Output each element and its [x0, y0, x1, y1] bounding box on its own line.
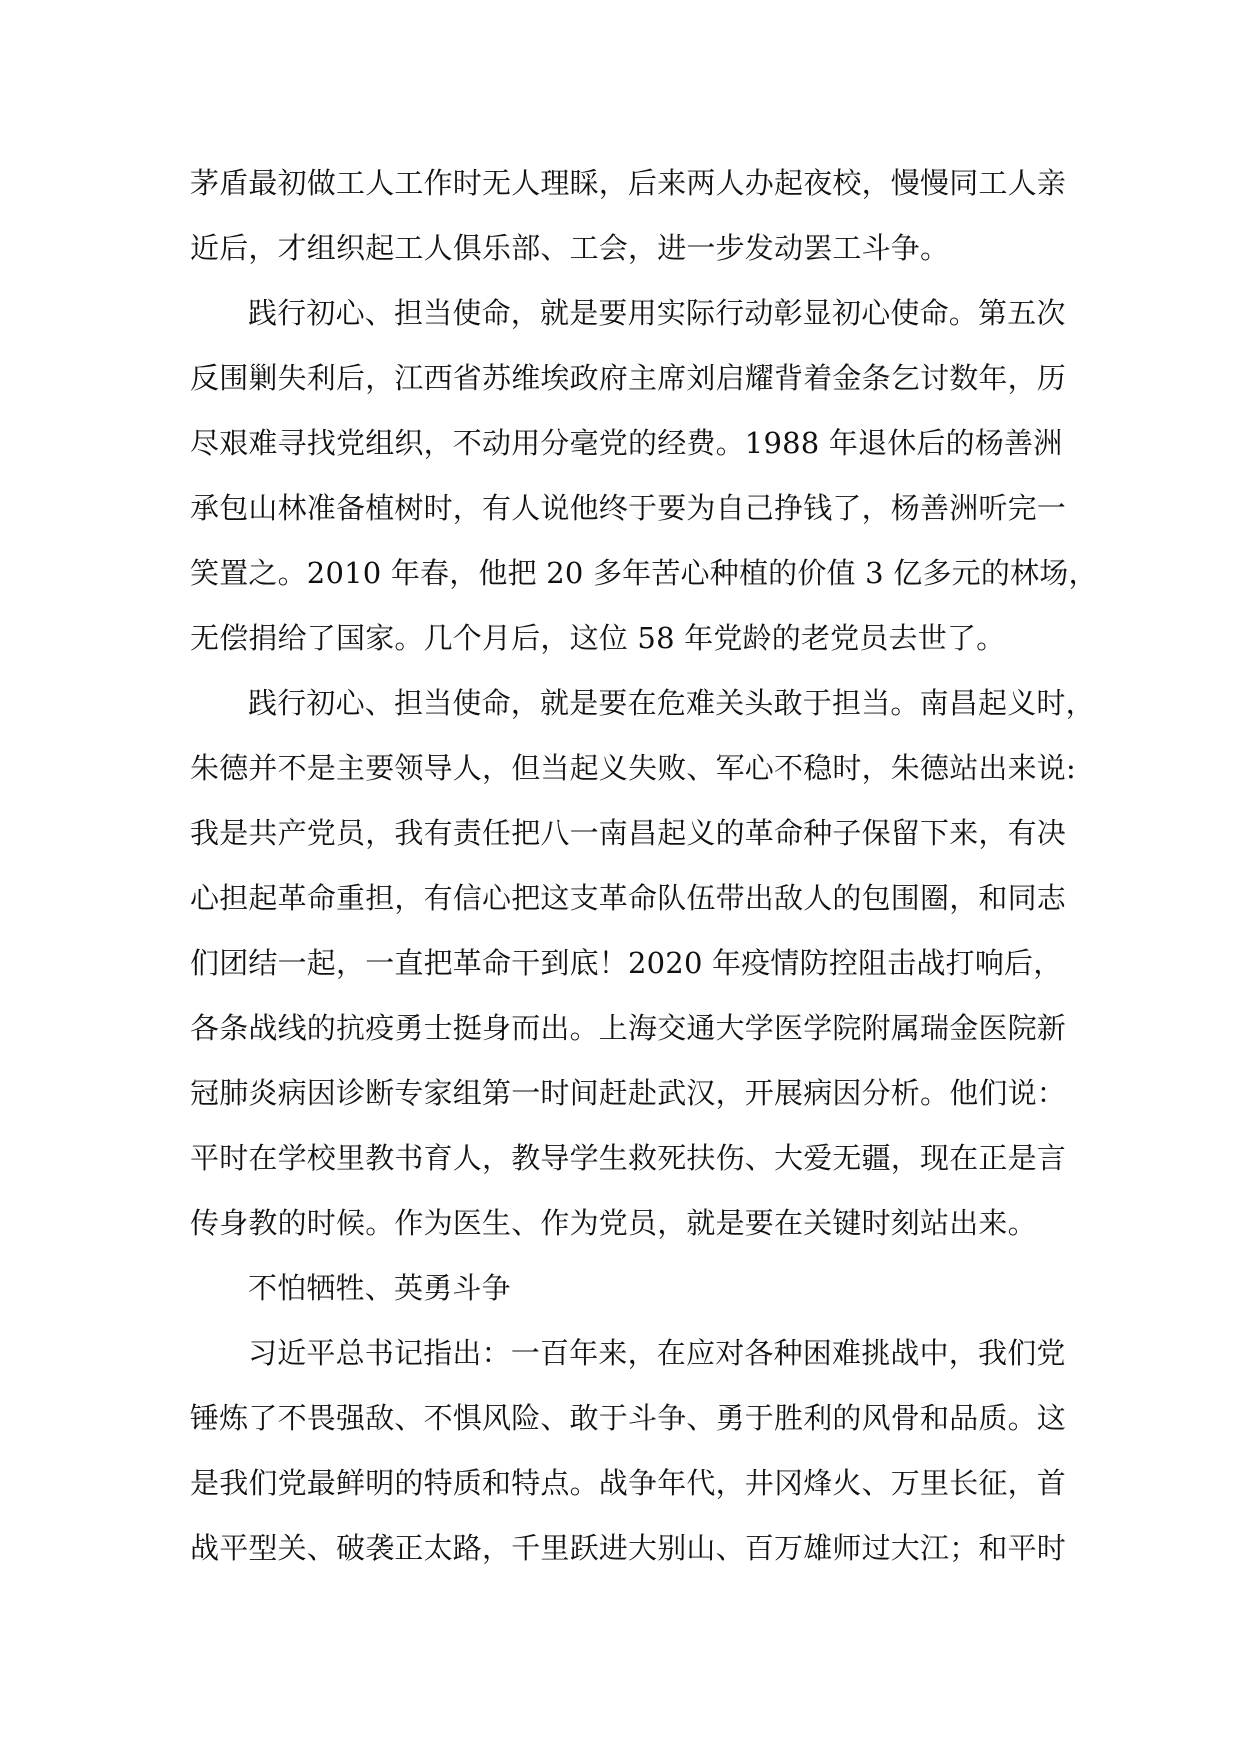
text-line: 锤炼了不畏强敌、不惧风险、敢于斗争、勇于胜利的风骨和品质。这 [190, 1401, 1067, 1435]
text-line: 无偿捐给了国家。几个月后，这位 58 年党龄的老党员去世了。 [190, 621, 1006, 655]
document-body [190, 151, 1098, 1581]
text-line: 平时在学校里教书育人，教导学生救死扶伤、大爱无疆，现在正是言 [190, 1141, 1067, 1175]
text-line: 战平型关、破袭正太路，千里跃进大别山、百万雄师过大江；和平时 [190, 1531, 1067, 1565]
text-line: 茅盾最初做工人工作时无人理睬，后来两人办起夜校，慢慢同工人亲 [190, 166, 1067, 200]
text-line: 尽艰难寻找党组织，不动用分毫党的经费。1988 年退休后的杨善洲 [190, 426, 1063, 460]
text-line: 心担起革命重担，有信心把这支革命队伍带出敌人的包围圈，和同志 [190, 881, 1067, 915]
text-line: 是我们党最鲜明的特质和特点。战争年代，井冈烽火、万里长征，首 [190, 1466, 1067, 1500]
text-line: 我是共产党员，我有责任把八一南昌起义的革命种子保留下来，有决 [190, 816, 1067, 850]
text-line: 近后，才组织起工人俱乐部、工会，进一步发动罢工斗争。 [190, 231, 950, 265]
text-line: 承包山林准备植树时，有人说他终于要为自己挣钱了，杨善洲听完一 [190, 491, 1067, 525]
section-heading: 不怕牺牲、英勇斗争 [248, 1271, 511, 1305]
text-line: 传身教的时候。作为医生、作为党员，就是要在关键时刻站出来。 [190, 1206, 1037, 1240]
text-line: 反围剿失利后，江西省苏维埃政府主席刘启耀背着金条乞讨数年，历 [190, 361, 1067, 395]
text-line: 各条战线的抗疫勇士挺身而出。上海交通大学医学院附属瑞金医院新 [190, 1011, 1067, 1045]
text-line: 践行初心、担当使命，就是要用实际行动彰显初心使命。第五次 [248, 296, 1066, 330]
text-line: 习近平总书记指出：一百年来，在应对各种困难挑战中，我们党 [248, 1336, 1066, 1370]
text-line: 践行初心、担当使命，就是要在危难关头敢于担当。南昌起义时， [248, 686, 1095, 720]
text-line: 笑置之。2010 年春，他把 20 多年苦心种植的价值 3 亿多元的林场， [190, 556, 1098, 590]
text-line: 们团结一起，一直把革命干到底！2020 年疫情防控阻击战打响后， [190, 946, 1063, 980]
text-line: 朱德并不是主要领导人，但当起义失败、军心不稳时，朱德站出来说: [190, 751, 1076, 785]
text-line: 冠肺炎病因诊断专家组第一时间赶赴武汉，开展病因分析。他们说： [190, 1076, 1067, 1110]
